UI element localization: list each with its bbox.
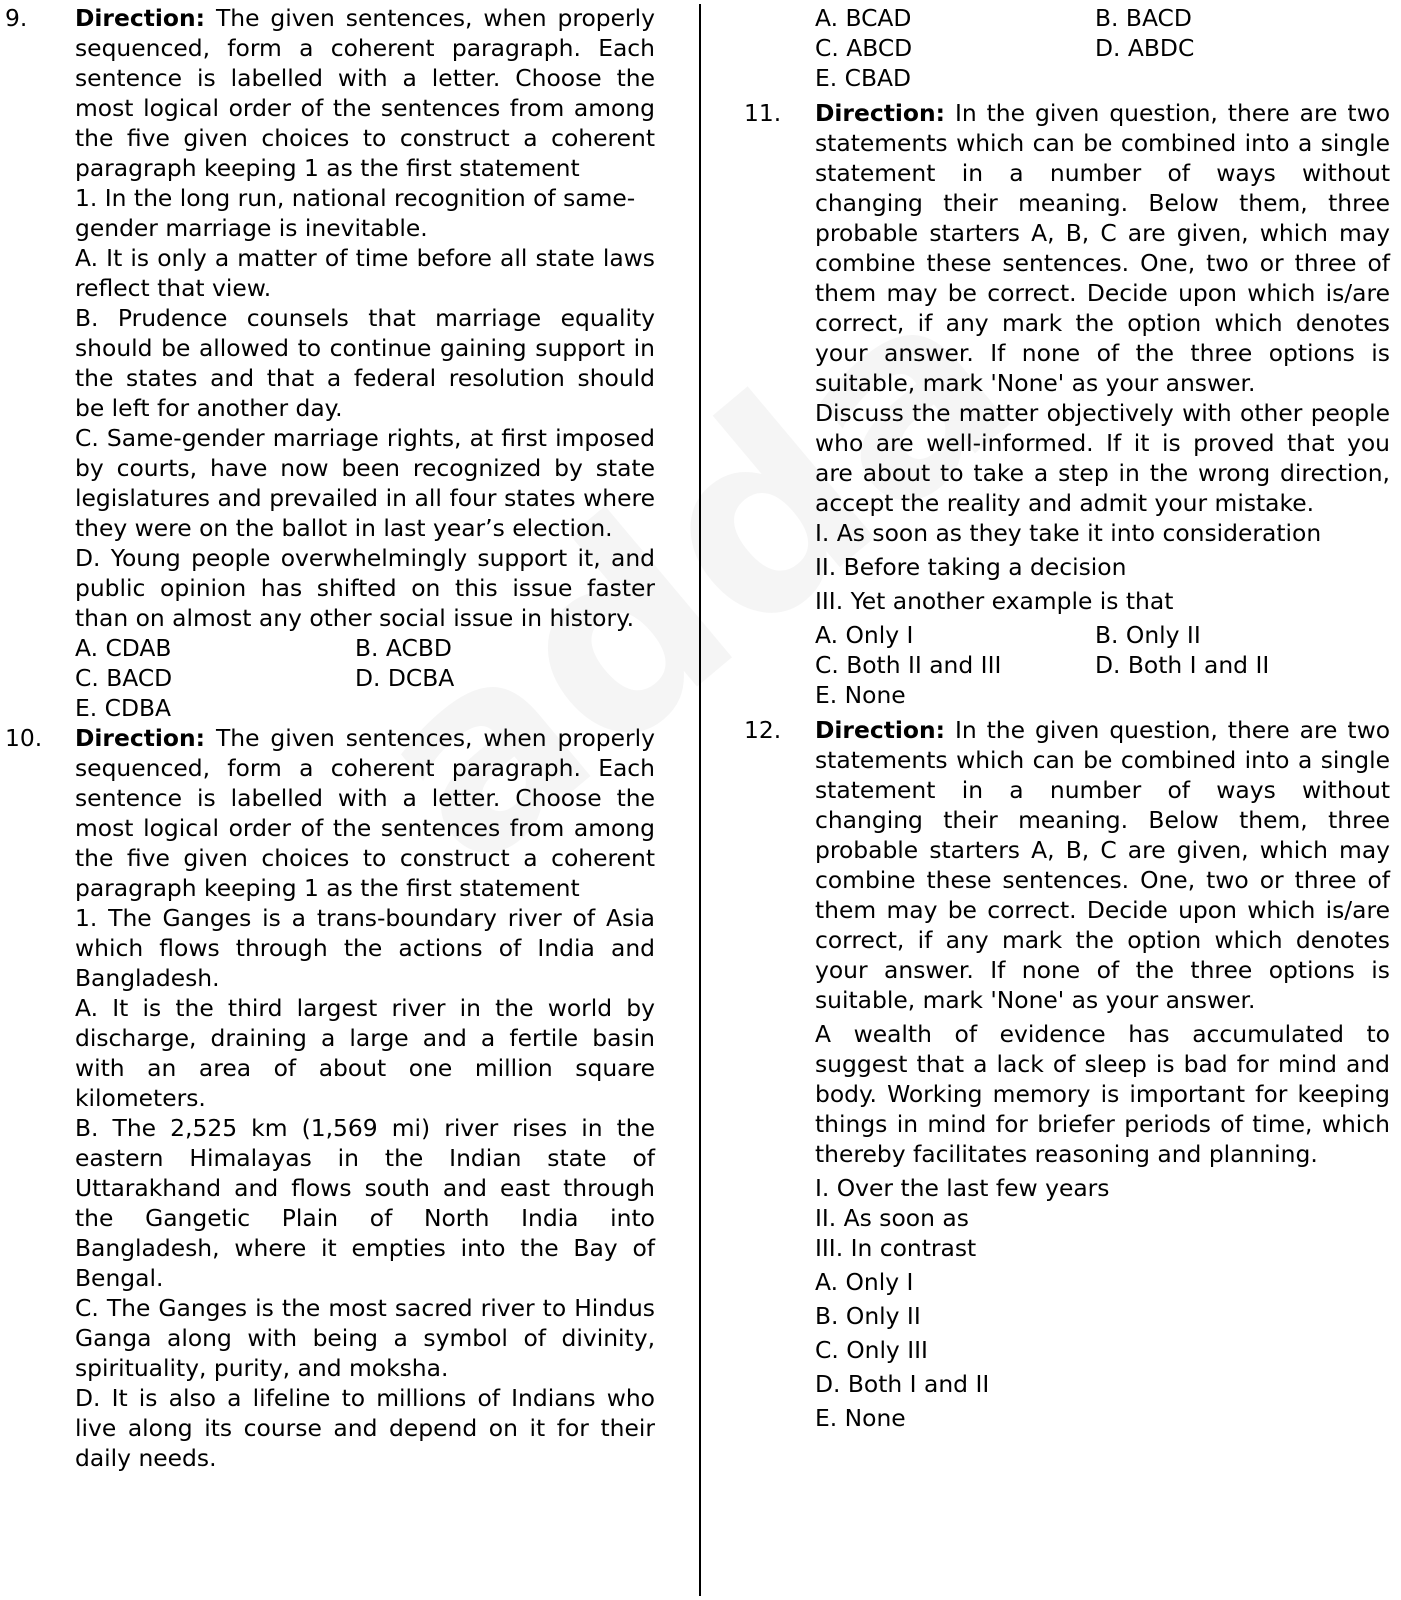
option-a[interactable]: A. CDAB: [75, 634, 172, 662]
option-e[interactable]: E. None: [815, 681, 906, 709]
sentence-c: C. The Ganges is the most sacred river to Hindus Ganga along with being a symbol of divinity, spirituality, purity, and moksha.: [75, 1294, 655, 1382]
option-c[interactable]: C. ABCD: [815, 34, 913, 62]
option-e[interactable]: E. CDBA: [75, 694, 172, 722]
direction-label: Direction:: [815, 716, 945, 744]
starter-3: III. Yet another example is that: [815, 587, 1174, 615]
sentence-c: C. Same-gender marriage rights, at first imposed by courts, have now been recognized by state legislatures and prevailed in all four states where they were on the ballot in last year’s election.: [75, 424, 655, 542]
right-column: [736, 3, 1390, 1437]
column-divider: [699, 4, 701, 1596]
sentence-1: 1. In the long run, national recognition of same-gender marriage is inevitable.: [75, 184, 636, 242]
sentence-b: B. Prudence counsels that marriage equality should be allowed to continue gaining support in the states and that a federal resolution should be left for another day.: [75, 304, 655, 422]
question-direction: [75, 723, 655, 903]
starter-3: III. In contrast: [815, 1234, 977, 1262]
option-a[interactable]: A. Only I: [815, 1268, 914, 1296]
answer-options: [815, 620, 1390, 710]
question-number: 11.: [744, 99, 782, 127]
option-e[interactable]: E. None: [815, 1404, 906, 1432]
direction-label: Direction:: [75, 4, 205, 32]
starter-list: [815, 518, 1390, 616]
sentence-b: B. The 2,525 km (1,569 mi) river rises in the eastern Himalayas in the Indian state of Uttarakhand and flows south and east through the Gangetic Plain of North India into Bangladesh, where it empties into the Bay of Bengal.: [75, 1114, 655, 1292]
question-12: [736, 715, 1390, 1433]
left-column: [0, 3, 655, 1473]
option-d[interactable]: D. DCBA: [355, 664, 455, 692]
question-direction: [75, 3, 655, 183]
question-passage: Discuss the matter objectively with other people who are well-informed. If it is proved that you are about to take a step in the wrong direction, accept the reality and admit your mistake.: [815, 399, 1390, 517]
question-10-options: [736, 3, 1390, 93]
question-number: 10.: [5, 724, 43, 752]
option-d[interactable]: D. Both I and II: [815, 1370, 990, 1398]
direction-text: In the given question, there are two statements which can be combined into a single statement in a number of ways without changing their meaning. Below them, three probable starters A, B, C are given, which may combine these sentences. One, two or three of them may be correct. Decide upon which is/are correct, if any mark the option which denotes your answer. If none of the three options is suitable, mark 'None' as your answer.: [815, 716, 1391, 1014]
question-passage: A wealth of evidence has accumulated to suggest that a lack of sleep is bad for mind and body. Working memory is important for keeping things in mind for briefer periods of time, which thereby facilitates reasoning and planning.: [815, 1020, 1390, 1168]
option-b[interactable]: B. ACBD: [355, 634, 452, 662]
answer-options: [75, 633, 655, 723]
answer-options: [815, 3, 1390, 93]
direction-text: The given sentences, when properly sequenced, form a coherent paragraph. Each sentence is labelled with a letter. Choose the most logical order of the sentences from among the five given choices to construct a coherent paragraph keeping 1 as the first statement: [75, 4, 656, 182]
question-9: [0, 3, 655, 723]
option-a[interactable]: A. BCAD: [815, 4, 912, 32]
answer-options: [815, 1267, 1390, 1433]
option-b[interactable]: B. BACD: [1095, 4, 1192, 32]
starter-2: II. As soon as: [815, 1204, 969, 1232]
direction-label: Direction:: [75, 724, 205, 752]
option-b[interactable]: B. Only II: [1095, 621, 1201, 649]
question-11: [736, 98, 1390, 710]
starter-1: I. Over the last few years: [815, 1174, 1110, 1202]
question-number: 9.: [5, 4, 28, 32]
option-a[interactable]: A. Only I: [815, 621, 914, 649]
option-c[interactable]: C. BACD: [75, 664, 173, 692]
starter-2: II. Before taking a decision: [815, 553, 1127, 581]
option-e[interactable]: E. CBAD: [815, 64, 912, 92]
option-b[interactable]: B. Only II: [815, 1302, 921, 1330]
direction-label: Direction:: [815, 99, 945, 127]
sentence-a: A. It is only a matter of time before all state laws reflect that view.: [75, 244, 655, 302]
option-c[interactable]: C. Both II and III: [815, 651, 1002, 679]
direction-text: The given sentences, when properly sequenced, form a coherent paragraph. Each sentence is labelled with a letter. Choose the most logical order of the sentences from among the five given choices to construct a coherent paragraph keeping 1 as the first statement: [75, 724, 656, 902]
starter-list: [815, 1173, 1390, 1263]
question-direction: [815, 715, 1390, 1015]
question-direction: [815, 98, 1390, 398]
question-10: [0, 723, 655, 1473]
starter-1: I. As soon as they take it into consideration: [815, 519, 1322, 547]
option-d[interactable]: D. Both I and II: [1095, 651, 1270, 679]
sentence-a: A. It is the third largest river in the world by discharge, draining a large and a fertile basin with an area of about one million square kilometers.: [75, 994, 655, 1112]
option-c[interactable]: C. Only III: [815, 1336, 928, 1364]
direction-text: In the given question, there are two statements which can be combined into a single statement in a number of ways without changing their meaning. Below them, three probable starters A, B, C are given, which may combine these sentences. One, two or three of them may be correct. Decide upon which is/are correct, if any mark the option which denotes your answer. If none of the three options is suitable, mark 'None' as your answer.: [815, 99, 1391, 397]
sentence-1: 1. The Ganges is a trans-boundary river of Asia which flows through the actions of India and Bangladesh.: [75, 904, 655, 992]
question-number: 12.: [744, 716, 782, 744]
option-d[interactable]: D. ABDC: [1095, 34, 1195, 62]
sentence-d: D. It is also a lifeline to millions of Indians who live along its course and depend on it for their daily needs.: [75, 1384, 655, 1472]
sentence-d: D. Young people overwhelmingly support it, and public opinion has shifted on this issue faster than on almost any other social issue in history.: [75, 544, 655, 632]
